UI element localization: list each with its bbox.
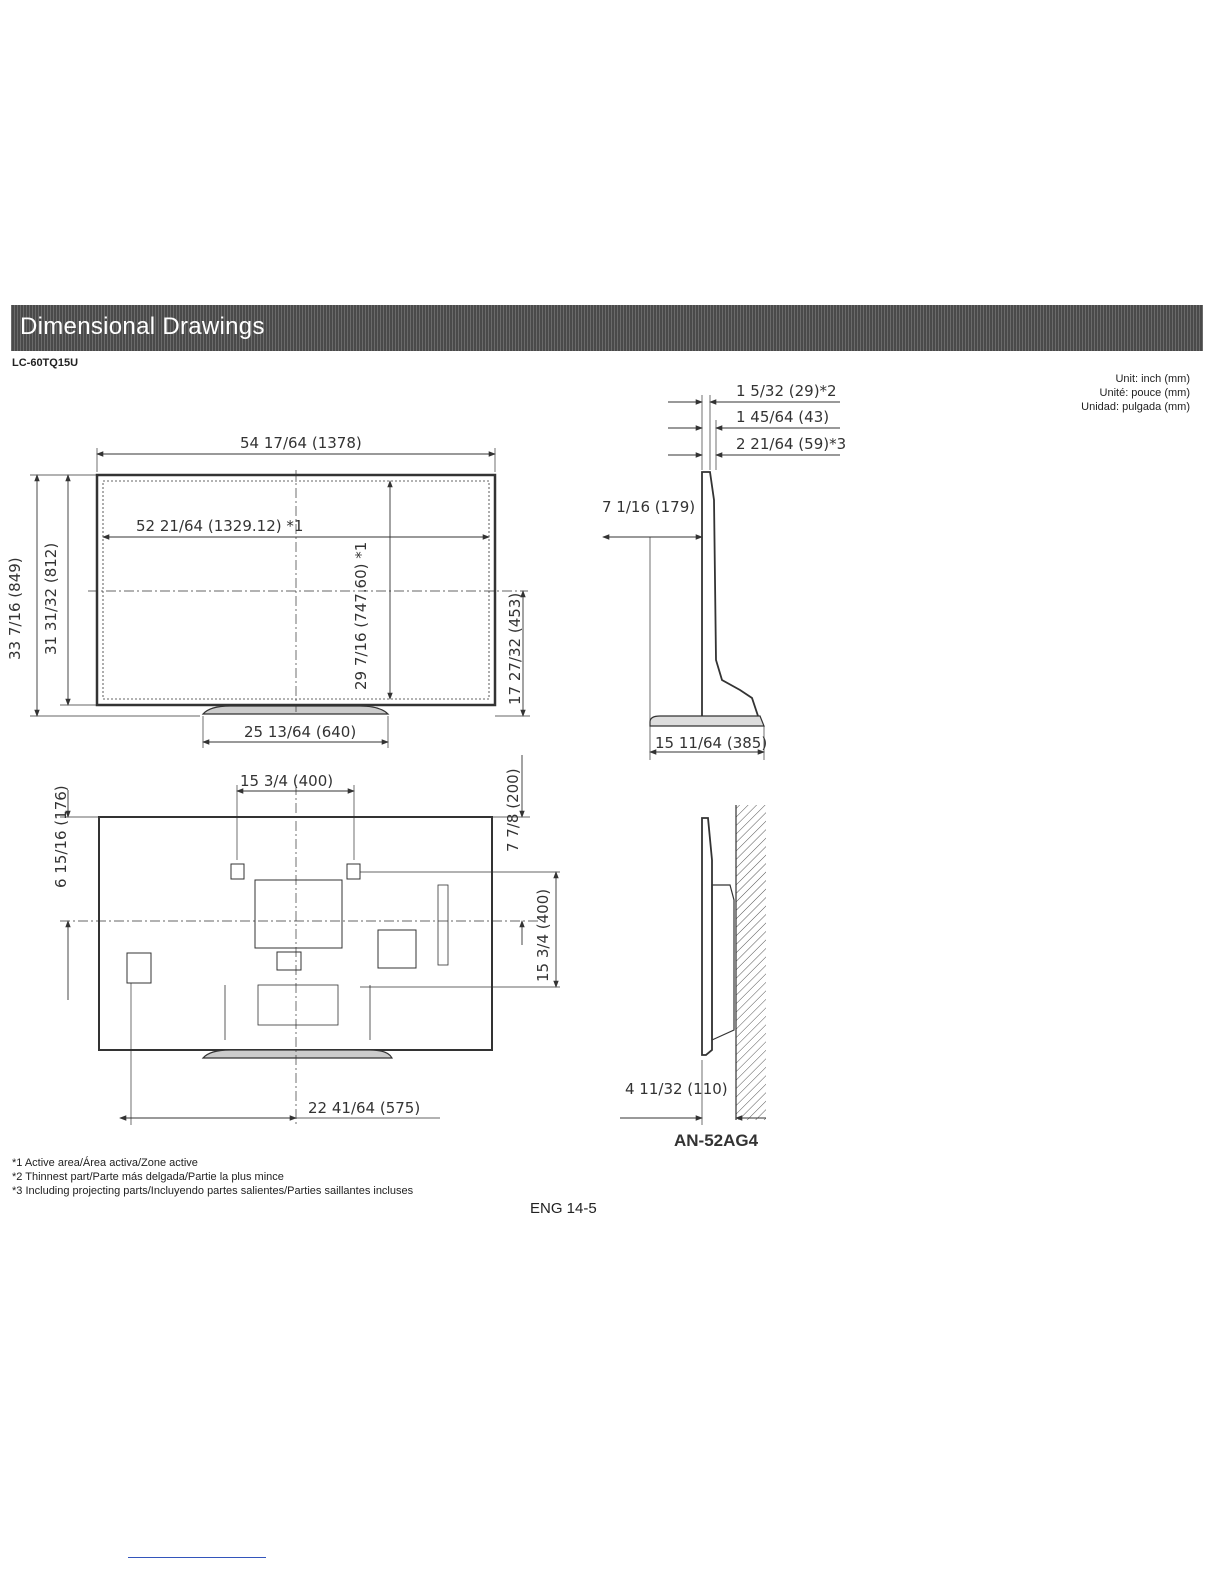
dim-active-height: 29 7/16 (747.60) *1 <box>352 541 370 690</box>
dim-stand-width: 25 13/64 (640) <box>244 723 357 741</box>
vesa-hole-right <box>347 864 360 879</box>
footnote-2: *2 Thinnest part/Parte más delgada/Partie la plus mince <box>12 1171 284 1183</box>
dim-vesa-width: 15 3/4 (400) <box>240 772 334 790</box>
front-view <box>30 448 530 748</box>
dim-projecting: 2 21/64 (59)*3 <box>736 435 847 453</box>
footer-link-underline <box>128 1557 266 1558</box>
tv-side-profile <box>702 472 760 722</box>
front-stand <box>203 706 388 714</box>
side-stand <box>650 716 764 726</box>
dim-wall-clearance: 4 11/32 (110) <box>625 1080 728 1098</box>
dim-overall-width: 54 17/64 (1378) <box>240 434 362 452</box>
dim-terminal-distance: 22 41/64 (575) <box>308 1099 421 1117</box>
dim-body-height: 31 31/32 (812) <box>42 542 60 655</box>
dim-depth: 1 45/64 (43) <box>736 408 830 426</box>
rear-stand <box>203 1050 392 1058</box>
dim-top-to-mount: 7 7/8 (200) <box>504 768 522 852</box>
dim-thinnest: 1 5/32 (29)*2 <box>736 382 837 400</box>
page-number: ENG 14-5 <box>530 1200 597 1217</box>
page-title: Dimensional Drawings <box>20 313 265 340</box>
dim-vesa-height: 15 3/4 (400) <box>534 888 552 982</box>
footnote-1: *1 Active area/Área activa/Zone active <box>12 1157 198 1169</box>
rear-label <box>378 930 416 968</box>
model-number: LC-60TQ15U <box>12 357 79 369</box>
footnotes <box>12 1156 413 1198</box>
dim-active-width: 52 21/64 (1329.12) *1 <box>136 517 304 535</box>
wall-hatch <box>736 805 766 1120</box>
tv-rear-frame <box>99 817 492 1050</box>
footnote-3: *3 Including projecting parts/Incluyendo partes salientes/Parties saillantes incluses <box>12 1185 414 1197</box>
mount-plate <box>255 880 342 948</box>
unit-en: Unit: inch (mm) <box>1115 373 1190 385</box>
dim-center-height: 17 27/32 (453) <box>506 592 524 705</box>
unit-fr: Unité: pouce (mm) <box>1099 387 1190 399</box>
unit-es: Unidad: pulgada (mm) <box>1081 401 1190 413</box>
dim-offset: 7 1/16 (179) <box>602 498 696 516</box>
rear-view <box>60 755 560 1125</box>
bracket-model: AN-52AG4 <box>674 1131 759 1150</box>
dim-stand-depth: 15 11/64 (385) <box>655 734 768 752</box>
tv-wall-profile <box>702 818 712 1055</box>
ac-inlet <box>127 953 151 983</box>
wall-mount-view <box>620 805 766 1125</box>
dim-mount-from-top: 6 15/16 (176) <box>52 785 70 888</box>
wall-bracket <box>712 885 734 1040</box>
dim-overall-height: 33 7/16 (849) <box>6 557 24 660</box>
vesa-hole-left <box>231 864 244 879</box>
